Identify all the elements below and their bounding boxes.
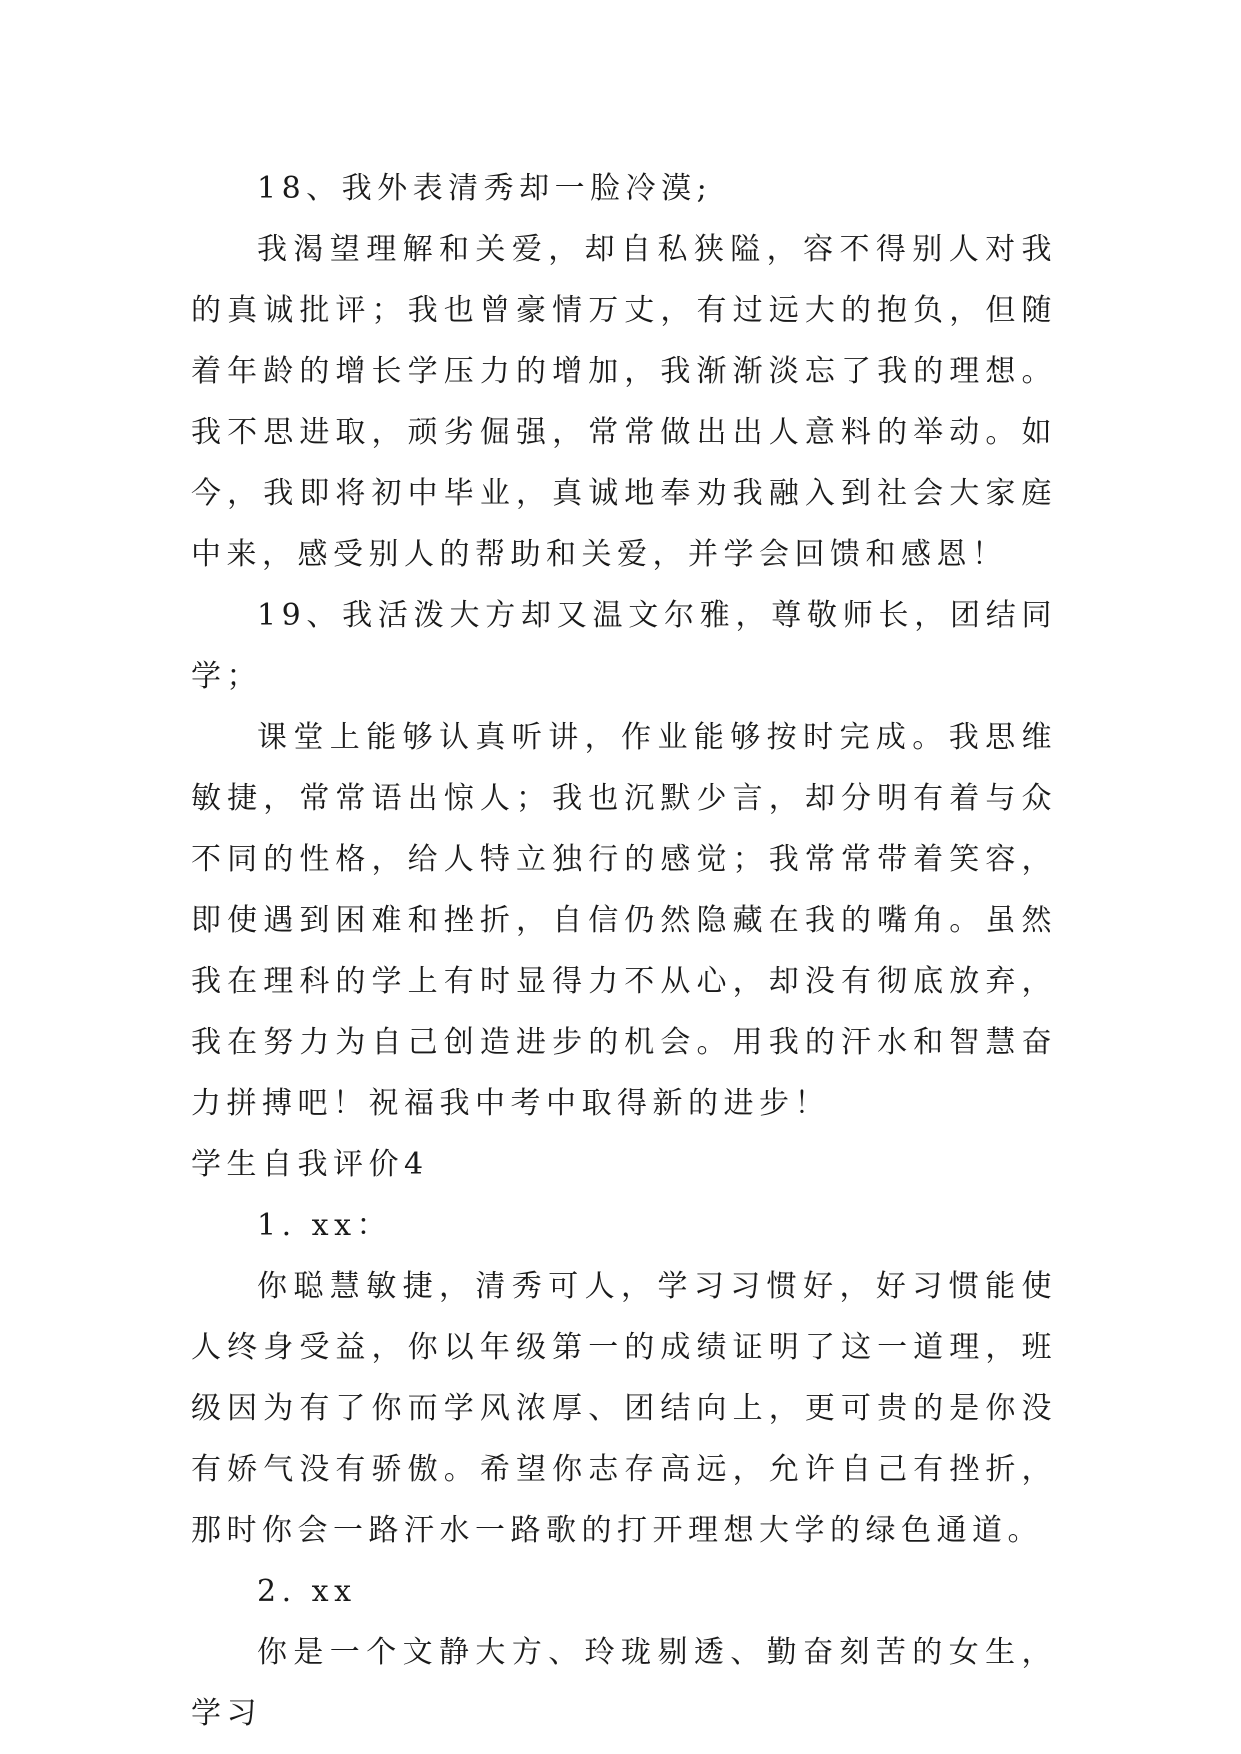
paragraph-1-detail: 你聪慧敏捷，清秀可人，学习习惯好，好习惯能使人终身受益，你以年级第一的成绩证明了这一道理，班级因为有了你而学风浓厚、团结向上，更可贵的是你没有娇气没有骄傲。希望你志存高远，允许自己有挫折，那时你会一路汗水一路歌的打开理想大学的绿色通道。 — [191, 1269, 1057, 1548]
section-heading: 学生自我评价4 — [191, 1147, 429, 1182]
item-1: 1. xx： — [257, 1208, 392, 1243]
document-body — [191, 158, 1057, 1744]
paragraph-18-detail: 我渴望理解和关爱，却自私狭隘，容不得别人对我的真诚批评；我也曾豪情万丈，有过远大的抱负，但随着年龄的增长学压力的增加，我渐渐淡忘了我的理想。我不思进取，顽劣倔强，常常做出出人意料的举动。如今，我即将初中毕业，真诚地奉劝我融入到社会大家庭中来，感受别人的帮助和关爱，并学会回馈和感恩！ — [191, 232, 1057, 572]
paragraph-2-detail: 你是一个文静大方、玲珑剔透、勤奋刻苦的女生，学习 — [191, 1635, 1057, 1731]
paragraph-19-detail: 课堂上能够认真听讲，作业能够按时完成。我思维敏捷，常常语出惊人；我也沉默少言，却分明有着与众不同的性格，给人特立独行的感觉；我常常带着笑容，即使遇到困难和挫折，自信仍然隐藏在我的嘴角。虽然我在理科的学上有时显得力不从心，却没有彻底放弃，我在努力为自己创造进步的机会。用我的汗水和智慧奋力拼搏吧！祝福我中考中取得新的进步！ — [191, 720, 1057, 1121]
item-2: 2. xx — [257, 1574, 357, 1609]
item-18: 18、我外表清秀却一脸冷漠; — [257, 171, 713, 206]
item-19: 19、我活泼大方却又温文尔雅，尊敬师长，团结同学； — [191, 598, 1057, 694]
